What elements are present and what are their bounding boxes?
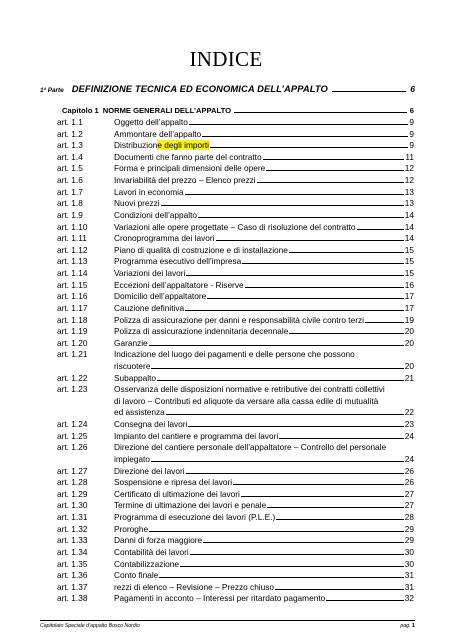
leader-line <box>149 531 404 532</box>
leader-line <box>186 473 404 474</box>
entry-title: Direzione del cantiere personale dell’appaltatore – Controllo del personale <box>114 442 387 453</box>
entry-line <box>114 326 414 338</box>
leader-line <box>275 589 404 590</box>
entry-body <box>114 593 414 605</box>
footer-document-name: Capitolato Speciale d’appalto Bosco Nordio <box>40 623 140 629</box>
entry-body <box>114 547 414 559</box>
article-number: art. 1.20 <box>57 337 88 348</box>
leader-line <box>180 566 404 567</box>
entry-line <box>114 349 414 361</box>
footer-page-label: pag. <box>400 623 411 629</box>
leader-line <box>365 322 404 323</box>
article-number: art. 1.10 <box>57 221 88 232</box>
leader-line <box>357 229 404 230</box>
entry-title: Cronoprogramma dei lavori <box>114 233 215 244</box>
page-number: 13 <box>404 198 414 209</box>
page-number: 31 <box>404 570 414 581</box>
article-number: art. 1.38 <box>57 593 88 604</box>
page-number: 30 <box>404 558 414 569</box>
entry-line <box>114 407 414 419</box>
entry-line <box>114 570 414 582</box>
leader-line <box>289 333 403 334</box>
entry-line <box>114 268 414 280</box>
entry-body <box>114 291 414 303</box>
leader-line <box>263 159 405 160</box>
entry-body <box>114 140 414 152</box>
entry-title: Variazioni dei lavori <box>114 268 186 279</box>
chapter-page: 6 <box>409 106 414 115</box>
page-number: 19 <box>404 314 414 325</box>
entry-title: impiegato <box>114 453 150 464</box>
page-number: 15 <box>404 268 414 279</box>
entry-title: Oggetto dell’appalto <box>114 117 188 127</box>
page-number: 26 <box>404 465 414 476</box>
entry-body <box>114 489 414 501</box>
entry-title: ed assistenza <box>114 407 165 418</box>
part-page: 6 <box>410 84 415 94</box>
article-number: art. 1.16 <box>57 291 88 302</box>
entry-title: Consegna dei lavori <box>114 419 188 430</box>
entry-title: Garanzie <box>114 337 148 348</box>
entry-title: Eccezioni dell’appaltatore - Riserve <box>114 279 244 290</box>
entry-title: Danni di forza maggiore <box>114 535 203 546</box>
page-number: 20 <box>404 326 414 337</box>
entry-line <box>114 210 414 222</box>
entry-title: Domicilio dell’appaltatore <box>114 291 207 302</box>
entry-title: Polizza di assicurazione indennitaria decennale <box>114 326 289 337</box>
entry-body <box>114 222 414 234</box>
article-number: art. 1.4 <box>57 151 83 162</box>
entry-body <box>114 198 414 210</box>
entry-line <box>114 129 414 141</box>
article-number: art. 1.35 <box>57 558 88 569</box>
article-number: art. 1.14 <box>57 268 88 279</box>
entry-line <box>114 291 414 303</box>
entry-line <box>114 524 414 536</box>
article-number: art. 1.8 <box>57 198 83 209</box>
leader-line <box>242 263 403 264</box>
page-number: 13 <box>404 186 414 197</box>
entry-line <box>114 117 414 129</box>
entry-line <box>114 198 414 210</box>
chapter-label: Capitolo 1 <box>62 106 99 115</box>
leader-line <box>190 554 404 555</box>
article-number: art. 1.33 <box>57 535 88 546</box>
page-number: 28 <box>404 512 414 523</box>
leader-line <box>202 136 408 137</box>
entry-title: Pagamenti in acconto – Interessi per ritardato pagamento <box>114 593 326 604</box>
page-number: 22 <box>404 407 414 418</box>
leader-line <box>157 380 404 381</box>
article-number: art. 1.32 <box>57 523 88 534</box>
footer-page <box>400 623 415 629</box>
page-number: 32 <box>404 593 414 604</box>
page-number: 20 <box>404 360 414 371</box>
leader-line <box>188 426 403 427</box>
entry-line <box>114 152 414 164</box>
leader-line <box>186 275 403 276</box>
page-number: 20 <box>404 337 414 348</box>
entry-body <box>114 384 414 419</box>
article-number: art. 1.21 <box>57 349 88 360</box>
entry-line <box>114 256 414 268</box>
page-number: 12 <box>404 175 414 186</box>
entry-body <box>114 419 414 431</box>
entry-title: Ammontare dell’appalto <box>114 128 202 139</box>
page-number: 15 <box>404 244 414 255</box>
entry-body <box>114 500 414 512</box>
page-number: 16 <box>404 279 414 290</box>
article-number: art. 1.31 <box>57 512 88 523</box>
leader-line <box>289 252 404 253</box>
entry-body <box>114 349 414 372</box>
article-number: art. 1.24 <box>57 419 88 430</box>
leader-line <box>203 542 404 543</box>
entry-body <box>114 117 414 129</box>
entry-body <box>114 559 414 571</box>
entry-title: Documenti che fanno parte del contratto <box>114 151 262 162</box>
entry-line <box>114 222 414 234</box>
entry-body <box>114 477 414 489</box>
entry-title: di lavoro – Contributi ed aliquote da versare alla cassa edile di mutualità <box>114 395 379 406</box>
entry-title: Invariabilità del prezzo – Elenco prezzi <box>114 175 256 186</box>
leader-line <box>185 310 404 311</box>
page-number: 31 <box>404 581 414 592</box>
entry-body <box>114 442 414 465</box>
leader-line <box>257 182 404 183</box>
entry-line <box>114 593 414 605</box>
entry-line <box>114 280 414 292</box>
entry-body <box>114 280 414 292</box>
entry-title: Contabilità dei lavori <box>114 546 189 557</box>
entry-title: Cauzione definitiva <box>114 302 185 313</box>
entry-body <box>114 175 414 187</box>
article-number: art. 1.15 <box>57 279 88 290</box>
entry-body <box>114 431 414 443</box>
entry-title: Polizza di assicurazione per danni e responsabilità civile contro terzi <box>114 314 364 325</box>
entry-body <box>114 466 414 478</box>
page-number: 24 <box>404 430 414 441</box>
entry-title: Conto finale <box>114 570 159 581</box>
entry-line <box>114 187 414 199</box>
entry-line <box>114 559 414 571</box>
part-heading <box>40 83 415 97</box>
entry-line <box>114 582 414 594</box>
entry-line <box>114 454 414 466</box>
article-number: art. 1.13 <box>57 256 88 267</box>
footer-page-number: 1 <box>411 623 415 629</box>
entry-body <box>114 152 414 164</box>
index-title: INDICE <box>189 47 263 71</box>
entry-line <box>114 175 414 187</box>
leader-line <box>233 484 404 485</box>
leader-line <box>216 240 404 241</box>
entry-title: Contabilizzazione <box>114 558 180 569</box>
entry-title <box>114 140 209 152</box>
page-number: 27 <box>404 488 414 499</box>
entry-body <box>114 315 414 327</box>
leader-line <box>279 438 404 439</box>
page-number: 30 <box>404 546 414 557</box>
entry-title: Subappalto <box>114 372 156 383</box>
article-number: art. 1.6 <box>57 175 83 186</box>
entry-title: Piano di qualità di costruzione e di installazione <box>114 244 288 255</box>
page-footer <box>40 620 415 629</box>
entry-line <box>114 315 414 327</box>
page-number: 12 <box>404 163 414 174</box>
entry-body <box>114 163 414 175</box>
entry-body <box>114 512 414 524</box>
article-number: art. 1.30 <box>57 500 88 511</box>
article-number: art. 1.17 <box>57 302 88 313</box>
entry-body <box>114 210 414 222</box>
page-number: 11 <box>405 151 414 162</box>
entry-line <box>114 500 414 512</box>
leader-line <box>207 298 404 299</box>
leader-line <box>166 414 404 415</box>
chapter-title: NORME GENERALI DELL’APPALTO <box>102 106 231 115</box>
page-number: 27 <box>404 500 414 511</box>
entry-line <box>114 303 414 315</box>
article-number: art. 1.28 <box>57 477 88 488</box>
entry-body <box>114 373 414 385</box>
page-number: 14 <box>404 233 414 244</box>
page-number: 9 <box>409 128 414 139</box>
article-number: art. 1.25 <box>57 430 88 441</box>
page-number: 24 <box>404 453 414 464</box>
entry-title: Programma esecutivo dell’impresa <box>114 256 242 267</box>
entry-title: rezzi di elenco – Revisione – Prezzo chiuso <box>114 581 275 592</box>
entry-body <box>114 245 414 257</box>
page-number: 17 <box>404 291 414 302</box>
entry-title-part: Distribuzion <box>114 140 158 151</box>
entry-line <box>114 233 414 245</box>
article-number: art. 1.19 <box>57 326 88 337</box>
entry-body <box>114 256 414 268</box>
article-number: art. 1.2 <box>57 128 83 139</box>
entry-title: Condizioni dell’appalto <box>114 209 198 220</box>
entry-title: Termine di ultimazione dei lavori e penale <box>114 500 267 511</box>
entry-line <box>114 338 414 350</box>
entry-title: Variazioni alle opere progettate – Caso di risoluzione del contratto <box>114 221 356 232</box>
entry-line <box>114 396 414 408</box>
article-number: art. 1.22 <box>57 372 88 383</box>
entry-line <box>114 547 414 559</box>
entry-title: Direzione dei lavori <box>114 465 185 476</box>
entry-title: Programma di esecuzione dei lavori (P.L.E.) <box>114 512 276 523</box>
entry-title: Forma e principali dimensioni delle opere <box>114 163 266 174</box>
part-title: DEFINIZIONE TECNICA ED ECONOMICA DELL’APPALTO <box>71 83 328 94</box>
entry-body <box>114 570 414 582</box>
leader-line <box>241 496 404 497</box>
article-number: art. 1.5 <box>57 163 83 174</box>
entry-line <box>114 489 414 501</box>
entry-line <box>114 163 414 175</box>
page-number: 9 <box>409 140 414 151</box>
entry-body <box>114 303 414 315</box>
entry-line <box>114 466 414 478</box>
article-number: art. 1.9 <box>57 209 83 220</box>
entry-line <box>114 477 414 489</box>
entry-body <box>114 233 414 245</box>
leader-line <box>332 91 406 92</box>
article-number: art. 1.37 <box>57 581 88 592</box>
highlighted-text: e degli importi <box>157 140 210 151</box>
entry-title: Impianto del cantiere e programma dei lavori <box>114 430 279 441</box>
leader-line <box>266 170 404 171</box>
page-number: 9 <box>409 117 414 127</box>
entry-line <box>114 373 414 385</box>
entry-body <box>114 187 414 199</box>
entry-body <box>114 524 414 536</box>
entry-title: riscuotere <box>114 360 151 371</box>
page-number: 23 <box>404 419 414 430</box>
entry-line <box>114 512 414 524</box>
article-number: art. 1.34 <box>57 546 88 557</box>
article-number: art. 1.7 <box>57 186 83 197</box>
entry-title: Nuovi prezzi <box>114 198 160 209</box>
page-number: 17 <box>404 302 414 313</box>
entry-line <box>114 361 414 373</box>
leader-line <box>210 147 408 148</box>
part-number: 1ª Parte <box>40 87 64 94</box>
chapter-heading <box>62 106 414 117</box>
leader-line <box>267 507 404 508</box>
leader-line <box>189 124 409 125</box>
entry-line <box>114 245 414 257</box>
leader-line <box>276 519 404 520</box>
article-number: art. 1.23 <box>57 384 88 395</box>
page-number: 21 <box>404 372 414 383</box>
entry-title: Indicazione del luogo dei pagamenti e delle persone che possono <box>114 349 355 360</box>
page-number: 29 <box>404 535 414 546</box>
article-number: art. 1.11 <box>57 233 87 244</box>
entry-body <box>114 338 414 350</box>
article-number: art. 1.1 <box>57 117 83 127</box>
entry-body <box>114 268 414 280</box>
page-number: 14 <box>404 209 414 220</box>
entry-line <box>114 535 414 547</box>
article-number: art. 1.3 <box>57 140 83 151</box>
entry-body <box>114 326 414 338</box>
leader-line <box>159 577 403 578</box>
leader-line <box>151 368 403 369</box>
article-number: art. 1.27 <box>57 465 88 476</box>
leader-line <box>185 194 404 195</box>
article-number: art. 1.29 <box>57 488 88 499</box>
leader-line <box>151 461 404 462</box>
leader-line <box>149 345 404 346</box>
leader-line <box>161 205 404 206</box>
leader-line <box>326 600 404 601</box>
leader-line <box>234 112 407 113</box>
entry-line <box>114 384 414 396</box>
page-number: 15 <box>404 256 414 267</box>
article-number: art. 1.26 <box>57 442 88 453</box>
leader-line <box>198 217 404 218</box>
entry-body <box>114 129 414 141</box>
page-number: 29 <box>404 523 414 534</box>
entry-line <box>114 442 414 454</box>
entry-title: Sospensione e ripresa dei lavori <box>114 477 233 488</box>
entry-title: Osservanza delle disposizioni normative e retributive dei contratti collettivi <box>114 384 385 395</box>
entry-title: Proroghe <box>114 523 149 534</box>
entry-body <box>114 582 414 594</box>
entry-line <box>114 140 414 152</box>
entry-line <box>114 431 414 443</box>
leader-line <box>245 287 404 288</box>
article-number: art. 1.12 <box>57 244 88 255</box>
entry-line <box>114 419 414 431</box>
entry-title: Certificato di ultimazione dei lavori <box>114 488 240 499</box>
article-number: art. 1.36 <box>57 570 88 581</box>
article-number: art. 1.18 <box>57 314 88 325</box>
entry-title: Lavori in economia <box>114 186 184 197</box>
entry-body <box>114 535 414 547</box>
page-number: 14 <box>404 221 414 232</box>
page-number: 26 <box>404 477 414 488</box>
